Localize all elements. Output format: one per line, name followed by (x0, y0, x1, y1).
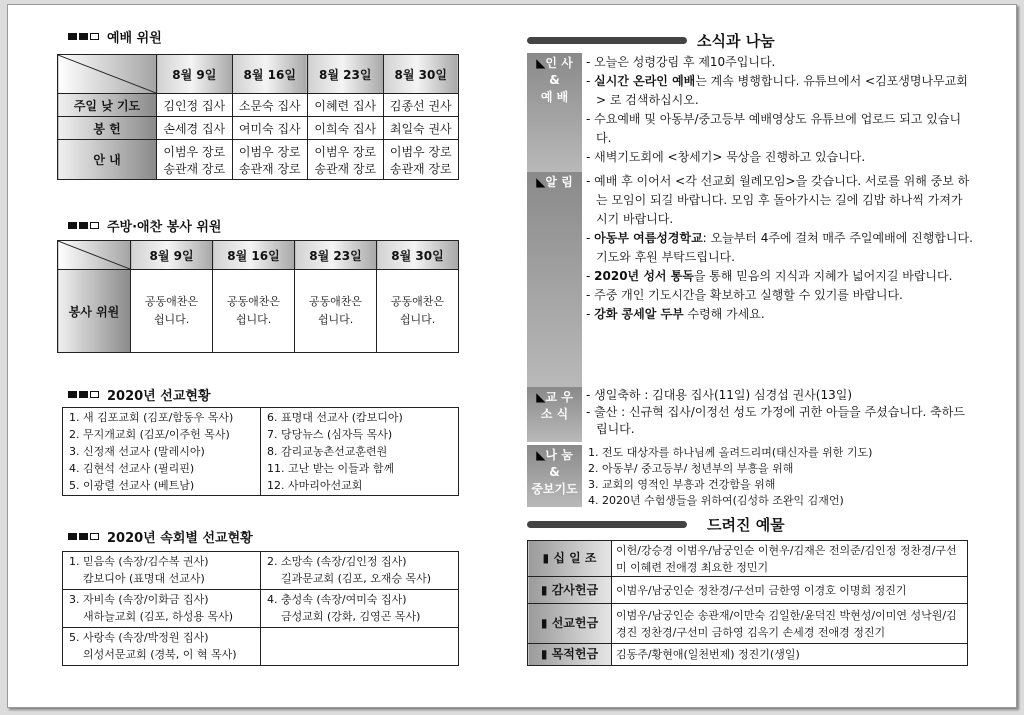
row-label: 봉 헌 (58, 117, 157, 140)
list-item: 5. 이광렬 선교사 (베트남) (69, 479, 195, 492)
news-label-fellowship: ◣교 우 소 식 (527, 387, 582, 442)
date-header: 8월 23일 (295, 241, 377, 270)
group-cell (261, 628, 459, 666)
offering-value: 김동주/황현애(일천번제) 정진기(생일) (612, 644, 968, 666)
triangle-icon: ◣ (536, 175, 546, 189)
news-section-title: 소식과 나눔 (527, 30, 775, 51)
list-item: - 아동부 여름성경학교: 오늘부터 4주에 걸쳐 매주 주일예배에 진행합니다. 기도와 후원 부탁드립니다. (586, 231, 973, 264)
cell: 이범우 장로 송관재 장로 (383, 140, 459, 180)
cell: 최일숙 권사 (383, 117, 459, 140)
square-icon (79, 222, 88, 229)
missions-table (62, 407, 459, 496)
cell: 공동애찬은 쉽니다. (377, 270, 459, 353)
square-icon (68, 222, 77, 229)
triangle-icon: ◣ (536, 448, 546, 462)
list-item: 2. 무지개교회 (김포/이주헌 목사) (69, 428, 230, 441)
kitchen-table (57, 240, 459, 353)
list-item: - 수요예배 및 아동부/중고등부 예배영상도 유튜브에 업로드 되고 있습니다. (586, 112, 962, 145)
offering-value: 이헌/강승경 이범우/남궁인순 이현우/김재은 전의준/김인정 정찬경/구선미 이혜련 전애경 최요한 정민기 (612, 541, 968, 577)
offering-label: ▮ 목적헌금 (528, 644, 612, 666)
row-label: 봉사 위원 (58, 270, 131, 353)
news-fellowship-body (586, 387, 974, 438)
square-icon (68, 391, 77, 398)
square-icon (79, 533, 88, 540)
worship-table (57, 54, 459, 180)
list-item: 4. 김현석 선교사 (필리핀) (69, 462, 195, 475)
list-item: - 예배 후 이어서 <각 선교회 월례모임>을 갖습니다. 서로를 위해 중보 하는 모임이 되길 바랍니다. 모임 후 돌아가시는 길에 김밥 하나씩 가져가시기 바랍니다. (586, 174, 970, 226)
group-cell: 1. 믿음속 (속장/김수복 권사) 캄보디아 (표명대 선교사) (63, 552, 261, 590)
square-icon (90, 533, 99, 540)
list-item: - 2020년 성서 통독을 통해 믿음의 지식과 지혜가 넓어지길 바랍니다. (586, 269, 953, 283)
square-icon: ▮ (540, 647, 548, 661)
missions-left-column (63, 408, 261, 496)
corner-cell (58, 55, 157, 94)
group-cell: 2. 소망속 (속장/김인정 집사) 길과문교회 (김포, 오재승 목사) (261, 552, 459, 590)
list-item: 7. 당당뉴스 (심자득 목사) (267, 428, 393, 441)
row-label: 주일 낮 기도 (58, 94, 157, 117)
cell: 공동애찬은 쉽니다. (131, 270, 213, 353)
triangle-icon: ◣ (536, 390, 546, 404)
list-item: 3. 교회의 영적인 부흥과 건강함을 위해 (588, 478, 776, 491)
groups-section-title: 2020년 속회별 선교현황 (68, 527, 253, 546)
news-notice-body (586, 172, 974, 324)
list-item: - 출산 : 신규혁 집사/이정선 성도 가정에 귀한 아들을 주셨습니다. 축하드립니다. (586, 405, 965, 436)
cell: 이범우 장로 송관재 장로 (232, 140, 308, 180)
cell: 공동애찬은 쉽니다. (295, 270, 377, 353)
date-header: 8월 9일 (157, 55, 233, 94)
cell: 김종선 권사 (383, 94, 459, 117)
list-item: 6. 표명대 선교사 (캄보디아) (267, 411, 403, 424)
list-item: - 오늘은 성령강림 후 제10주입니다. (586, 55, 776, 69)
list-item: 3. 신정재 선교사 (말레시아) (69, 445, 205, 458)
cell: 공동애찬은 쉽니다. (213, 270, 295, 353)
offering-label: ▮ 선교헌금 (528, 604, 612, 644)
square-icon (90, 391, 99, 398)
offering-label: ▮ 감사헌금 (528, 577, 612, 604)
date-header: 8월 30일 (383, 55, 459, 94)
square-icon (90, 222, 99, 229)
cell: 소문숙 집사 (232, 94, 308, 117)
square-icon (79, 391, 88, 398)
cell: 여미숙 집사 (232, 117, 308, 140)
divider-bar (527, 37, 687, 44)
square-icon (79, 33, 88, 40)
offering-label: ▮ 십 일 조 (528, 541, 612, 577)
news-worship-body (586, 53, 974, 167)
corner-cell (58, 241, 131, 270)
row-label: 안 내 (58, 140, 157, 180)
news-prayer-body (588, 445, 976, 509)
list-item: 8. 감리교농촌선교훈련원 (267, 445, 388, 458)
bulletin-page (7, 4, 1017, 708)
square-icon (90, 33, 99, 40)
date-header: 8월 30일 (377, 241, 459, 270)
list-item: - 강화 콩세알 두부 수령해 가세요. (586, 307, 765, 321)
list-item: - 생일축하 : 김대용 집사(11일) 심경섭 권사(13일) (586, 388, 852, 402)
square-icon (68, 533, 77, 540)
news-label-worship: ◣인 사 & 예 배 (527, 53, 582, 173)
list-item: 11. 고난 받는 이들과 함께 (267, 462, 395, 475)
date-header: 8월 16일 (213, 241, 295, 270)
list-item: - 새벽기도회에 <창세기> 묵상을 진행하고 있습니다. (586, 150, 866, 164)
missions-section-title: 2020년 선교현황 (68, 385, 211, 404)
date-header: 8월 16일 (232, 55, 308, 94)
list-item: 4. 2020년 수험생들을 위하여(김성하 조완익 김재언) (588, 494, 844, 507)
square-icon: ▮ (540, 616, 548, 630)
offerings-section-title: 드려진 예물 (527, 514, 785, 535)
cell: 손세경 집사 (157, 117, 233, 140)
list-item: 2. 아동부/ 중고등부/ 청년부의 부흥을 위해 (588, 462, 794, 475)
groups-table (62, 551, 459, 666)
square-icon (68, 33, 77, 40)
cell: 이범우 장로 송관재 장로 (308, 140, 384, 180)
worship-section-title: 예배 위원 (68, 27, 162, 46)
list-item: 12. 사마리아선교회 (267, 479, 363, 492)
news-label-notice: ◣알 림 (527, 172, 582, 388)
list-item: 1. 새 김포교회 (김포/함동우 목사) (69, 411, 234, 424)
divider-bar (527, 521, 687, 528)
cell: 이혜련 집사 (308, 94, 384, 117)
cell: 이희숙 집사 (308, 117, 384, 140)
triangle-icon: ◣ (536, 56, 546, 70)
cell: 김인정 집사 (157, 94, 233, 117)
offering-value: 이범우/남궁인순 송관재/이만숙 김일한/윤덕진 박현성/이미연 성낙원/김경진 정찬경/구선미 금하영 김옥기 손세경 전애경 정진기 (612, 604, 968, 644)
group-cell: 3. 자비속 (속장/이화금 집사) 새하늘교회 (김포, 하성용 목사) (63, 590, 261, 628)
list-item: 1. 전도 대상자를 하나님께 올려드리며(태신자를 위한 기도) (588, 446, 873, 459)
cell: 이범우 장로 송관재 장로 (157, 140, 233, 180)
group-cell: 5. 사랑속 (속장/박정원 집사) 의성서문교회 (경북, 이 혁 목사) (63, 628, 261, 666)
missions-right-column (261, 408, 459, 496)
offerings-table (527, 540, 968, 666)
news-label-prayer: ◣나 눔 & 중보기도 (527, 445, 582, 507)
offering-value: 이범우/남궁인순 정찬경/구선미 금한영 이경호 이명희 정진기 (612, 577, 968, 604)
list-item: - 실시간 온라인 예배는 계속 병행합니다. 유튜브에서 <김포생명나무교회> 로 검색하십시오. (586, 74, 968, 107)
square-icon: ▮ (540, 582, 548, 597)
list-item: - 주중 개인 기도시간을 확보하고 실행할 수 있기를 바랍니다. (586, 288, 903, 302)
square-icon: ▮ (542, 551, 550, 565)
date-header: 8월 23일 (308, 55, 384, 94)
date-header: 8월 9일 (131, 241, 213, 270)
group-cell: 4. 충성속 (속장/여미숙 집사) 금성교회 (강화, 김영곤 목사) (261, 590, 459, 628)
kitchen-section-title: 주방·애찬 봉사 위원 (68, 216, 221, 235)
